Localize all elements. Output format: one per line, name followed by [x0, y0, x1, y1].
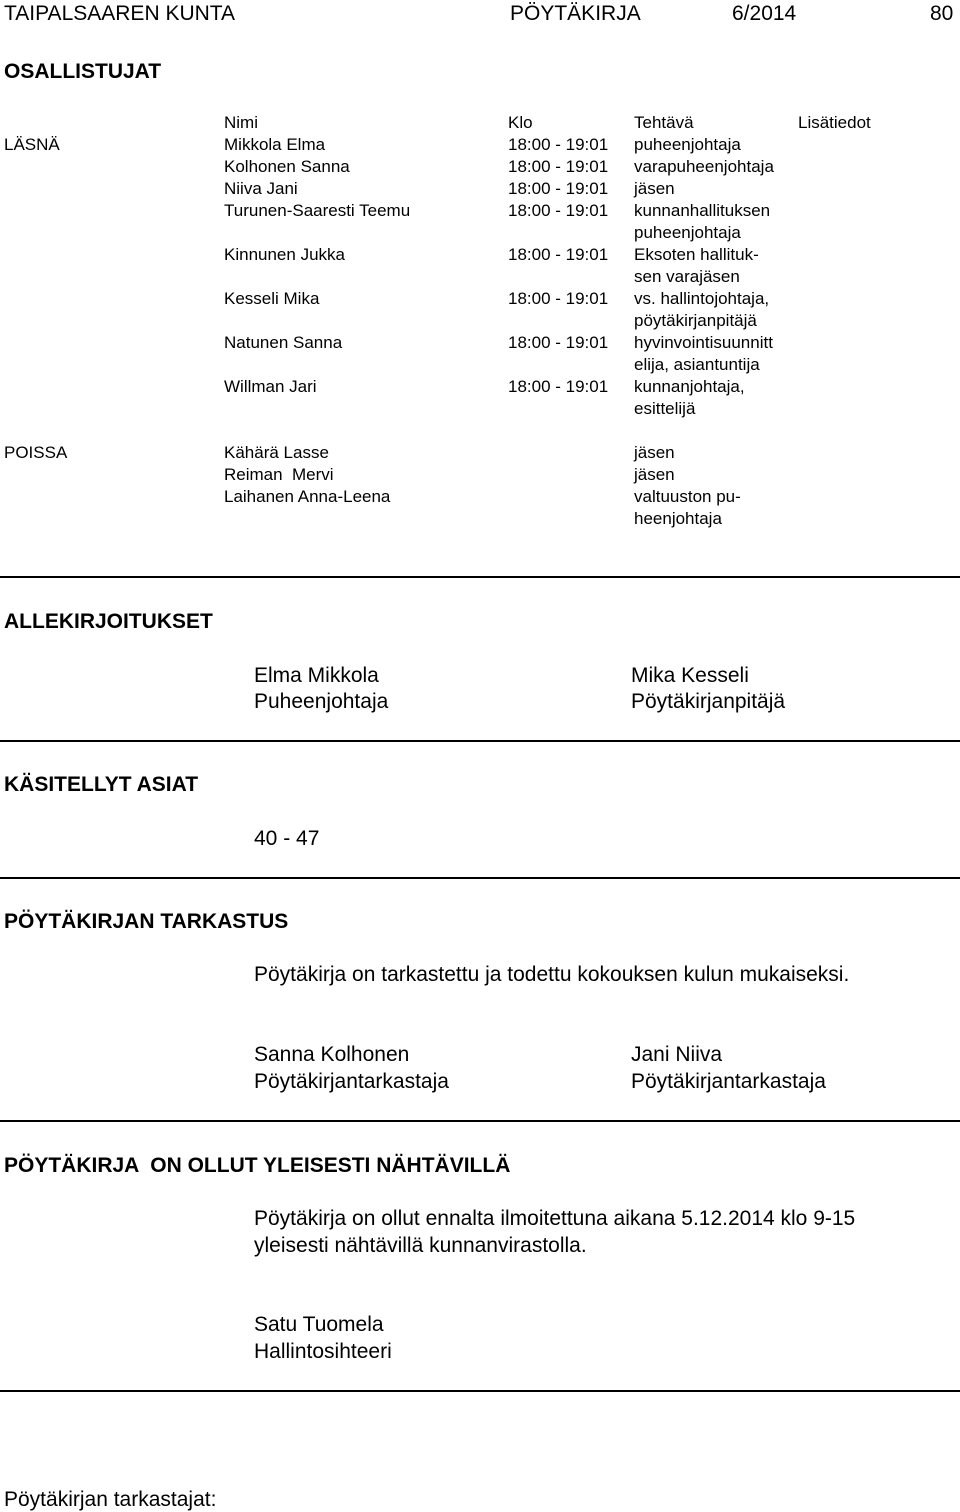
participant-role: varapuheenjohtaja	[634, 157, 774, 176]
reviewer-name-right: Jani Niiva	[631, 1043, 723, 1066]
section-divider	[0, 1390, 960, 1392]
public-signer-name: Satu Tuomela	[254, 1313, 384, 1336]
participants-title: OSALLISTUJAT	[4, 60, 162, 83]
participant-time: 18:00 - 19:01	[508, 179, 609, 198]
header-doc-type: PÖYTÄKIRJA	[510, 2, 641, 25]
absent-role: jäsen	[634, 443, 675, 462]
absent-name: Laihanen Anna-Leena	[224, 487, 391, 506]
public-text-line2: yleisesti nähtävillä kunnanvirastolla.	[254, 1234, 587, 1257]
public-title: PÖYTÄKIRJA ON OLLUT YLEISESTI NÄHTÄVILLÄ	[4, 1154, 511, 1177]
participant-role: Eksoten hallituk-	[634, 245, 759, 264]
absent-role-cont: heenjohtaja	[634, 509, 722, 528]
header-issue: 6/2014	[732, 2, 797, 25]
participant-role: puheenjohtaja	[634, 135, 741, 154]
present-label: LÄSNÄ	[4, 135, 60, 154]
participant-role-cont: elija, asiantuntija	[634, 355, 760, 374]
reviewer-role-left: Pöytäkirjantarkastaja	[254, 1070, 449, 1093]
participant-role-cont: puheenjohtaja	[634, 223, 741, 242]
participant-role-cont: esittelijä	[634, 399, 696, 418]
col-header-time: Klo	[508, 113, 533, 132]
signatures-title: ALLEKIRJOITUKSET	[4, 610, 213, 633]
reviewer-role-right: Pöytäkirjantarkastaja	[631, 1070, 826, 1093]
items-title: KÄSITELLYT ASIAT	[4, 773, 199, 796]
header-org: TAIPALSAAREN KUNTA	[4, 2, 236, 25]
participant-role-cont: pöytäkirjanpitäjä	[634, 311, 757, 330]
col-header-name: Nimi	[224, 113, 258, 132]
participant-name: Kesseli Mika	[224, 289, 320, 308]
participant-time: 18:00 - 19:01	[508, 289, 609, 308]
participant-name: Turunen-Saaresti Teemu	[224, 201, 411, 220]
participant-role: vs. hallintojohtaja,	[634, 289, 770, 308]
participant-name: Willman Jari	[224, 377, 317, 396]
participant-time: 18:00 - 19:01	[508, 333, 609, 352]
participant-time: 18:00 - 19:01	[508, 201, 609, 220]
participant-name: Natunen Sanna	[224, 333, 343, 352]
signer-role-right: Pöytäkirjanpitäjä	[631, 690, 786, 713]
participant-role: jäsen	[634, 179, 675, 198]
participant-name: Mikkola Elma	[224, 135, 326, 154]
participant-name: Kolhonen Sanna	[224, 157, 350, 176]
public-signer-role: Hallintosihteeri	[254, 1340, 392, 1363]
footer-reviewers-label: Pöytäkirjan tarkastajat:	[4, 1488, 217, 1511]
absent-name: Reiman Mervi	[224, 465, 334, 484]
public-text-line1: Pöytäkirja on ollut ennalta ilmoitettuna aikana 5.12.2014 klo 9-15	[254, 1207, 856, 1230]
signer-name-right: Mika Kesseli	[631, 664, 749, 687]
section-divider	[0, 740, 960, 742]
absent-label: POISSA	[4, 443, 68, 462]
absent-role: valtuuston pu-	[634, 487, 741, 506]
col-header-notes: Lisätiedot	[798, 113, 871, 132]
participant-time: 18:00 - 19:01	[508, 245, 609, 264]
absent-name: Kähärä Lasse	[224, 443, 329, 462]
participant-role-cont: sen varajäsen	[634, 267, 740, 286]
col-header-role: Tehtävä	[634, 113, 694, 132]
participant-name: Kinnunen Jukka	[224, 245, 345, 264]
participant-role: kunnanhallituksen	[634, 201, 771, 220]
header-page-number: 80	[930, 2, 954, 25]
review-text: Pöytäkirja on tarkastettu ja todettu kokouksen kulun mukaiseksi.	[254, 963, 850, 986]
participant-time: 18:00 - 19:01	[508, 135, 609, 154]
participant-time: 18:00 - 19:01	[508, 377, 609, 396]
items-range: 40 - 47	[254, 827, 320, 850]
reviewer-name-left: Sanna Kolhonen	[254, 1043, 410, 1066]
section-divider	[0, 1120, 960, 1122]
participant-role: kunnanjohtaja,	[634, 377, 745, 396]
section-divider	[0, 576, 960, 578]
signer-role-left: Puheenjohtaja	[254, 690, 389, 713]
review-title: PÖYTÄKIRJAN TARKASTUS	[4, 910, 289, 933]
participant-role: hyvinvointisuunnitt	[634, 333, 773, 352]
section-divider	[0, 877, 960, 879]
absent-role: jäsen	[634, 465, 675, 484]
participant-name: Niiva Jani	[224, 179, 298, 198]
signer-name-left: Elma Mikkola	[254, 664, 379, 687]
participant-time: 18:00 - 19:01	[508, 157, 609, 176]
